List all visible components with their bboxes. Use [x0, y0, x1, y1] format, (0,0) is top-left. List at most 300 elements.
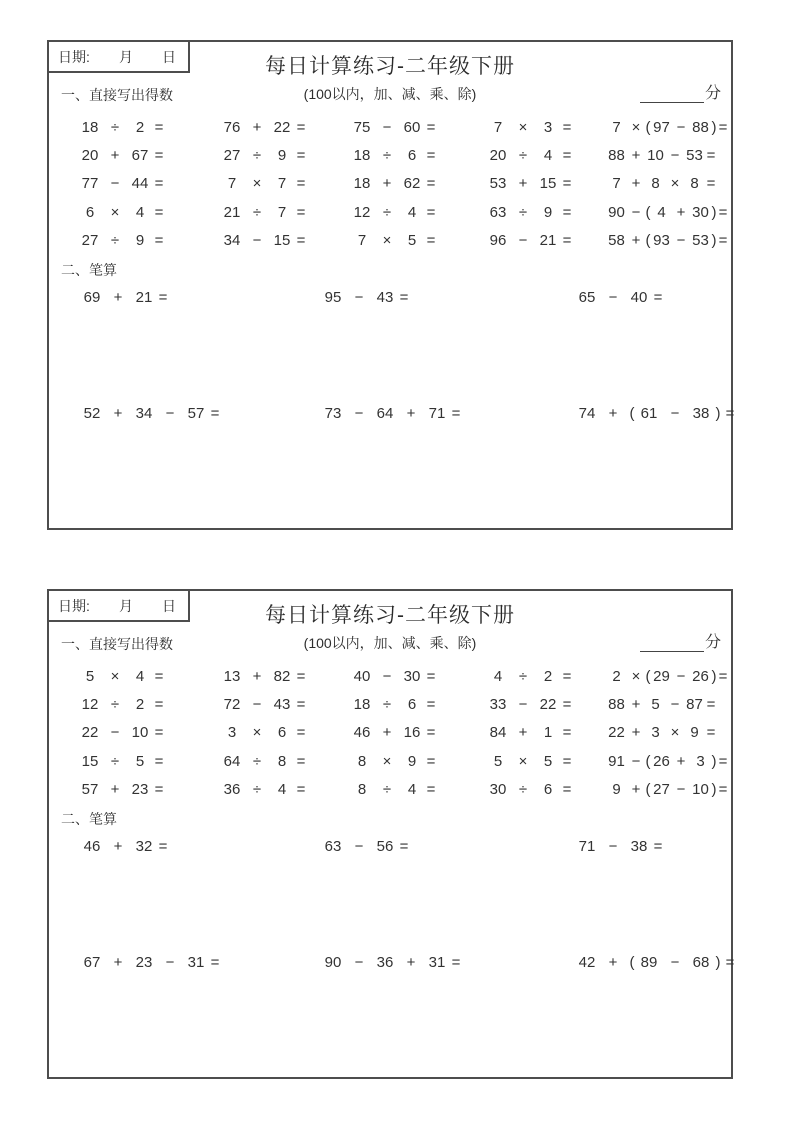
- oral-problem: [350, 747, 486, 775]
- oral-problem: [220, 690, 350, 718]
- operator: ÷: [252, 752, 262, 770]
- oral-problem: [350, 690, 486, 718]
- parenthesis: (: [645, 752, 651, 770]
- operand: 30: [692, 203, 709, 221]
- operator: ÷: [252, 147, 262, 165]
- operand: 38: [692, 404, 710, 422]
- worksheet-subtitle: (100以内，加、减、乘、除): [303, 86, 477, 102]
- operand: 13: [223, 667, 241, 685]
- operand: 31: [187, 953, 205, 971]
- equals-sign: =: [725, 953, 735, 971]
- parenthesis: (: [629, 953, 635, 971]
- operator: ÷: [252, 203, 262, 221]
- operand: 69: [83, 288, 101, 306]
- operator: −: [676, 118, 686, 136]
- operand: 7: [357, 232, 367, 250]
- operand: 27: [223, 147, 241, 165]
- equals-sign: =: [154, 752, 164, 770]
- operator: −: [670, 953, 680, 971]
- section-written-label: 二、笔算: [61, 261, 117, 278]
- oral-problem: [350, 776, 486, 804]
- operator: −: [676, 232, 686, 250]
- score-unit-label: 分: [704, 634, 721, 651]
- equals-sign: =: [718, 752, 728, 770]
- score-blank-line: [640, 634, 704, 652]
- operand: 18: [81, 118, 99, 136]
- operator: ÷: [382, 781, 392, 799]
- operand: 71: [578, 837, 596, 855]
- operator: +: [631, 724, 641, 742]
- written-problems: [80, 288, 735, 423]
- operator: ×: [252, 175, 262, 193]
- operand: 20: [489, 147, 507, 165]
- equals-sign: =: [706, 175, 716, 193]
- operator: +: [252, 118, 262, 136]
- operand: 46: [353, 724, 371, 742]
- oral-problem: [220, 662, 350, 690]
- operand: 9: [690, 724, 699, 742]
- equals-sign: =: [653, 837, 663, 855]
- equals-sign: =: [706, 724, 716, 742]
- operand: 64: [376, 404, 394, 422]
- oral-problem: [606, 776, 731, 804]
- oral-problem: [486, 776, 606, 804]
- equals-sign: =: [562, 118, 572, 136]
- operand: 22: [273, 118, 291, 136]
- written-problem: [321, 288, 575, 307]
- operand: 31: [428, 953, 446, 971]
- score-area: [640, 629, 721, 652]
- oral-problem: [78, 776, 220, 804]
- operator: −: [110, 175, 120, 193]
- equals-sign: =: [562, 232, 572, 250]
- operand: 63: [324, 837, 342, 855]
- operator: +: [676, 752, 686, 770]
- operator: ×: [518, 752, 528, 770]
- equals-sign: =: [725, 404, 735, 422]
- operand: 76: [223, 118, 241, 136]
- operand: 15: [81, 752, 99, 770]
- operand: 43: [376, 288, 394, 306]
- operand: 30: [489, 781, 507, 799]
- oral-problem: [486, 719, 606, 747]
- parenthesis: ): [711, 232, 717, 250]
- parenthesis: (: [645, 232, 651, 250]
- oral-problem: [350, 141, 486, 169]
- operand: 88: [692, 118, 709, 136]
- operand: 22: [539, 696, 557, 714]
- operand: 7: [227, 175, 237, 193]
- operand: 7: [277, 175, 287, 193]
- operator: +: [113, 404, 123, 422]
- oral-problem: [606, 198, 731, 226]
- operand: 88: [608, 696, 625, 714]
- operand: 21: [223, 203, 241, 221]
- oral-problem: [78, 113, 220, 141]
- operator: ÷: [382, 696, 392, 714]
- operator: ×: [110, 203, 120, 221]
- equals-sign: =: [562, 203, 572, 221]
- operand: 4: [135, 667, 145, 685]
- equals-sign: =: [296, 232, 306, 250]
- worksheet-subtitle: (100以内，加、减、乘、除): [303, 635, 477, 651]
- operand: 43: [273, 696, 291, 714]
- operator: −: [354, 288, 364, 306]
- operand: 2: [543, 667, 553, 685]
- oral-problem: [220, 747, 350, 775]
- operand: 65: [578, 288, 596, 306]
- operator: −: [670, 404, 680, 422]
- oral-problem: [350, 719, 486, 747]
- equals-sign: =: [296, 724, 306, 742]
- operand: 9: [407, 752, 417, 770]
- operator: ÷: [110, 752, 120, 770]
- operator: ×: [382, 232, 392, 250]
- equals-sign: =: [451, 404, 461, 422]
- operand: 18: [353, 696, 371, 714]
- operand: 93: [653, 232, 670, 250]
- oral-problem: [78, 719, 220, 747]
- operand: 8: [690, 175, 699, 193]
- oral-problem: [486, 198, 606, 226]
- operator: +: [252, 667, 262, 685]
- operand: 18: [353, 175, 371, 193]
- equals-sign: =: [426, 147, 436, 165]
- equals-sign: =: [451, 953, 461, 971]
- oral-problem: [486, 227, 606, 255]
- operator: ×: [670, 724, 680, 742]
- operator: +: [382, 724, 392, 742]
- operand: 56: [376, 837, 394, 855]
- equals-sign: =: [154, 118, 164, 136]
- equals-sign: =: [562, 752, 572, 770]
- operator: −: [670, 696, 680, 714]
- oral-problem: [350, 170, 486, 198]
- operator: +: [631, 781, 641, 799]
- operand: 71: [428, 404, 446, 422]
- date-label: 日期:: [58, 597, 90, 614]
- operand: 84: [489, 724, 507, 742]
- equals-sign: =: [296, 752, 306, 770]
- operand: 16: [403, 724, 421, 742]
- written-problem: [80, 837, 321, 856]
- operand: 9: [612, 781, 621, 799]
- operand: 5: [407, 232, 417, 250]
- score-blank-line: [640, 85, 704, 103]
- date-label: 日期:: [58, 48, 90, 65]
- operand: 5: [85, 667, 95, 685]
- equals-sign: =: [426, 232, 436, 250]
- operator: −: [252, 232, 262, 250]
- operand: 67: [83, 953, 101, 971]
- operand: 75: [353, 118, 371, 136]
- parenthesis: ): [711, 781, 717, 799]
- operand: 10: [692, 781, 709, 799]
- operand: 5: [493, 752, 503, 770]
- oral-problem: [78, 227, 220, 255]
- operand: 15: [539, 175, 557, 193]
- operand: 53: [489, 175, 507, 193]
- operand: 6: [407, 696, 417, 714]
- operand: 29: [653, 667, 670, 685]
- written-problem: [80, 953, 321, 972]
- operator: −: [518, 232, 528, 250]
- operand: 40: [630, 288, 648, 306]
- equals-sign: =: [562, 696, 572, 714]
- written-problem: [575, 953, 737, 972]
- equals-sign: =: [296, 118, 306, 136]
- operand: 3: [543, 118, 553, 136]
- oral-problem: [606, 690, 731, 718]
- operator: ÷: [382, 147, 392, 165]
- operator: ÷: [518, 147, 528, 165]
- operand: 22: [608, 724, 625, 742]
- parenthesis: (: [645, 667, 651, 685]
- equals-sign: =: [154, 175, 164, 193]
- operand: 73: [324, 404, 342, 422]
- operator: −: [670, 147, 680, 165]
- operand: 2: [612, 667, 621, 685]
- oral-problem: [78, 141, 220, 169]
- operand: 91: [608, 752, 625, 770]
- equals-sign: =: [718, 781, 728, 799]
- equals-sign: =: [154, 696, 164, 714]
- operand: 46: [83, 837, 101, 855]
- operand: 67: [131, 147, 149, 165]
- oral-problem: [220, 113, 350, 141]
- oral-problem: [606, 719, 731, 747]
- operator: −: [676, 781, 686, 799]
- operand: 5: [135, 752, 145, 770]
- oral-problem: [78, 690, 220, 718]
- parenthesis: ): [711, 752, 717, 770]
- operand: 57: [187, 404, 205, 422]
- date-box: [47, 589, 190, 622]
- worksheet-1: [47, 40, 733, 530]
- equals-sign: =: [296, 696, 306, 714]
- operator: +: [518, 724, 528, 742]
- oral-problem: [220, 227, 350, 255]
- operator: ÷: [110, 232, 120, 250]
- equals-sign: =: [706, 696, 716, 714]
- operand: 2: [135, 696, 145, 714]
- operand: 33: [489, 696, 507, 714]
- operand: 4: [493, 667, 503, 685]
- equals-sign: =: [562, 667, 572, 685]
- oral-problem: [606, 113, 731, 141]
- oral-problem: [220, 198, 350, 226]
- operator: +: [631, 696, 641, 714]
- operand: 8: [277, 752, 287, 770]
- operand: 34: [135, 404, 153, 422]
- operand: 53: [692, 232, 709, 250]
- oral-problem: [606, 747, 731, 775]
- operand: 90: [324, 953, 342, 971]
- operator: +: [113, 953, 123, 971]
- oral-problem: [78, 662, 220, 690]
- operator: −: [608, 288, 618, 306]
- operand: 63: [489, 203, 507, 221]
- operand: 52: [83, 404, 101, 422]
- operator: ÷: [110, 696, 120, 714]
- equals-sign: =: [296, 781, 306, 799]
- operator: −: [518, 696, 528, 714]
- equals-sign: =: [718, 667, 728, 685]
- operand: 3: [227, 724, 237, 742]
- operator: ÷: [382, 203, 392, 221]
- operand: 23: [131, 781, 149, 799]
- operand: 6: [85, 203, 95, 221]
- operand: 4: [657, 203, 666, 221]
- operator: −: [165, 404, 175, 422]
- operand: 4: [543, 147, 553, 165]
- worksheet-title: 每日计算练习-二年级下册: [265, 604, 515, 627]
- operator: −: [354, 953, 364, 971]
- operand: 90: [608, 203, 625, 221]
- operand: 32: [135, 837, 153, 855]
- operand: 4: [407, 781, 417, 799]
- month-label: 月: [118, 48, 133, 65]
- oral-problem: [486, 141, 606, 169]
- parenthesis: (: [629, 404, 635, 422]
- parenthesis: ): [715, 953, 721, 971]
- oral-problem: [78, 170, 220, 198]
- operator: −: [631, 752, 641, 770]
- equals-sign: =: [718, 203, 728, 221]
- equals-sign: =: [562, 724, 572, 742]
- equals-sign: =: [154, 781, 164, 799]
- written-problem: [321, 953, 575, 972]
- oral-problem: [220, 170, 350, 198]
- operator: ÷: [518, 781, 528, 799]
- oral-problems: [78, 662, 731, 804]
- operand: 6: [407, 147, 417, 165]
- operand: 7: [277, 203, 287, 221]
- operator: ×: [631, 667, 641, 685]
- operand: 9: [543, 203, 553, 221]
- equals-sign: =: [706, 147, 716, 165]
- operand: 20: [81, 147, 99, 165]
- equals-sign: =: [426, 203, 436, 221]
- operand: 36: [376, 953, 394, 971]
- equals-sign: =: [210, 953, 220, 971]
- operand: 61: [640, 404, 658, 422]
- operand: 9: [135, 232, 145, 250]
- operand: 4: [135, 203, 145, 221]
- equals-sign: =: [562, 147, 572, 165]
- operator: +: [113, 288, 123, 306]
- day-label: 日: [161, 48, 176, 65]
- date-box: [47, 40, 190, 73]
- equals-sign: =: [426, 781, 436, 799]
- operator: −: [382, 118, 392, 136]
- worksheet-title: 每日计算练习-二年级下册: [265, 55, 515, 78]
- operator: −: [165, 953, 175, 971]
- operator: +: [110, 147, 120, 165]
- operator: +: [608, 404, 618, 422]
- operand: 89: [640, 953, 658, 971]
- oral-problem: [220, 776, 350, 804]
- operand: 58: [608, 232, 625, 250]
- equals-sign: =: [154, 724, 164, 742]
- oral-problem: [220, 719, 350, 747]
- operator: ×: [252, 724, 262, 742]
- operator: +: [113, 837, 123, 855]
- operator: −: [354, 837, 364, 855]
- operand: 27: [653, 781, 670, 799]
- oral-problem: [486, 690, 606, 718]
- operand: 3: [651, 724, 660, 742]
- operator: −: [354, 404, 364, 422]
- operator: ÷: [110, 118, 120, 136]
- oral-problem: [220, 141, 350, 169]
- operator: −: [110, 724, 120, 742]
- equals-sign: =: [210, 404, 220, 422]
- operand: 7: [612, 118, 621, 136]
- operand: 5: [651, 696, 660, 714]
- oral-problem: [350, 662, 486, 690]
- parenthesis: (: [645, 118, 651, 136]
- operator: +: [110, 781, 120, 799]
- equals-sign: =: [562, 781, 572, 799]
- section-written-label: 二、笔算: [61, 810, 117, 827]
- operator: ÷: [518, 203, 528, 221]
- operand: 74: [578, 404, 596, 422]
- operand: 44: [131, 175, 149, 193]
- operand: 7: [493, 118, 503, 136]
- operand: 22: [81, 724, 99, 742]
- operator: +: [631, 175, 641, 193]
- operator: +: [608, 953, 618, 971]
- operator: ×: [382, 752, 392, 770]
- equals-sign: =: [158, 288, 168, 306]
- equals-sign: =: [426, 667, 436, 685]
- operator: −: [252, 696, 262, 714]
- equals-sign: =: [158, 837, 168, 855]
- equals-sign: =: [399, 837, 409, 855]
- operand: 30: [403, 667, 421, 685]
- operator: +: [382, 175, 392, 193]
- equals-sign: =: [296, 175, 306, 193]
- equals-sign: =: [399, 288, 409, 306]
- worksheet-2: [47, 589, 733, 1079]
- oral-problem: [78, 747, 220, 775]
- operator: +: [676, 203, 686, 221]
- oral-problem: [606, 662, 731, 690]
- equals-sign: =: [718, 232, 728, 250]
- operand: 6: [277, 724, 287, 742]
- operand: 27: [81, 232, 99, 250]
- operator: ×: [518, 118, 528, 136]
- operand: 9: [277, 147, 287, 165]
- operand: 96: [489, 232, 507, 250]
- operator: ×: [631, 118, 641, 136]
- equals-sign: =: [296, 203, 306, 221]
- oral-problem: [486, 170, 606, 198]
- oral-problem: [486, 662, 606, 690]
- equals-sign: =: [426, 752, 436, 770]
- operator: +: [631, 232, 641, 250]
- section-oral-label: 一、直接写出得数: [61, 636, 173, 652]
- operand: 6: [543, 781, 553, 799]
- operand: 77: [81, 175, 99, 193]
- oral-problem: [350, 113, 486, 141]
- equals-sign: =: [426, 724, 436, 742]
- operand: 36: [223, 781, 241, 799]
- operator: ÷: [252, 781, 262, 799]
- equals-sign: =: [154, 232, 164, 250]
- operand: 95: [324, 288, 342, 306]
